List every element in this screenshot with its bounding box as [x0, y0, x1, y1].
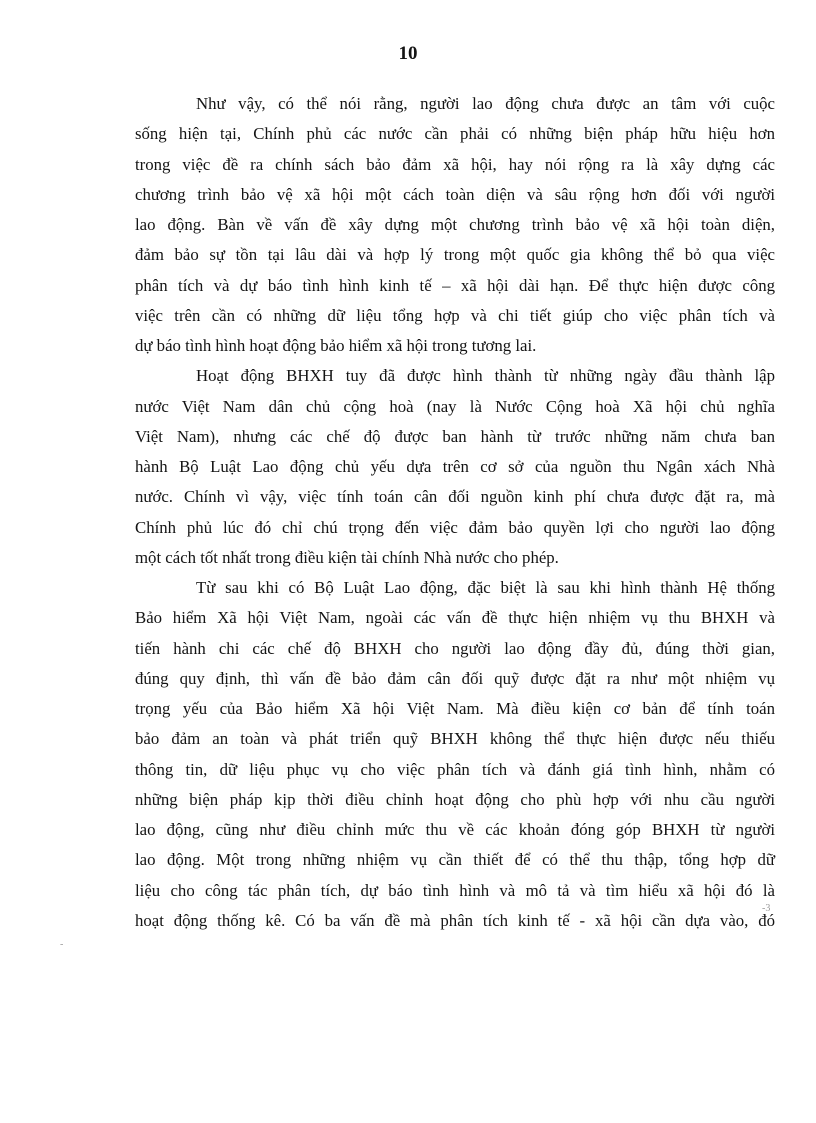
paragraph-2 — [135, 361, 775, 573]
margin-mark: - — [60, 939, 64, 950]
text-line: chương trình bảo vệ xã hội một cách toàn diện và sâu rộng hơn đối với người — [135, 184, 775, 204]
text-line: việc trên cần có những dữ liệu tổng hợp và chi tiết giúp cho việc phân tích và — [135, 305, 775, 325]
text-line: Từ sau khi có Bộ Luật Lao động, đặc biệt là sau khi hình thành Hệ thống — [196, 578, 775, 597]
text-line: tiến hành chi các chế độ BHXH cho người lao động đầy đủ, đúng thời gian, — [135, 638, 775, 658]
text-line: phân tích và dự báo tình hình kinh tế – xã hội dài hạn. Để thực hiện được công — [135, 275, 775, 295]
text-line: thông tin, dữ liệu phục vụ cho việc phân tích và đánh giá tình hình, nhằm có — [135, 759, 775, 779]
text-line: hành Bộ Luật Lao động chủ yếu dựa trên cơ sở của nguồn thu Ngân xách Nhà — [135, 457, 775, 476]
text-line: Hoạt động BHXH tuy đã được hình thành từ những ngày đầu thành lập — [196, 366, 775, 386]
text-line: đảm bảo sự tồn tại lâu dài và hợp lý trong một quốc gia không thể bỏ qua việc — [135, 245, 775, 265]
text-line: Chính phủ lúc đó chỉ chú trọng đến việc đảm bảo quyền lợi cho người lao động — [135, 517, 775, 537]
paragraph-1 — [135, 89, 775, 361]
text-line: những biện pháp kịp thời điều chỉnh hoạt động cho phù hợp với nhu cầu người — [135, 789, 775, 809]
text-line: liệu cho công tác phân tích, dự báo tình hình và mô tả và tìm hiểu xã hội đó là — [135, 880, 775, 900]
body-text — [135, 89, 775, 936]
text-line: lao động, cũng như điều chỉnh mức thu về các khoản đóng góp BHXH từ người — [135, 820, 775, 839]
text-line: trong việc đề ra chính sách bảo đảm xã hội, hay nói rộng ra là xây dựng các — [135, 154, 775, 174]
text-line: sống hiện tại, Chính phủ các nước cần phải có những biện pháp hữu hiệu hơn — [135, 124, 775, 144]
text-line: nước. Chính vì vậy, việc tính toán cân đối nguồn kinh phí chưa được đặt ra, mà — [135, 487, 775, 507]
text-line: nước Việt Nam dân chủ cộng hoà (nay là Nước Cộng hoà Xã hội chủ nghĩa — [135, 396, 775, 416]
text-line: đúng quy định, thì vấn đề bảo đảm cân đối quỹ được đặt ra như một nhiệm vụ — [135, 668, 775, 688]
text-line: bảo đảm an toàn và phát triển quỹ BHXH không thể thực hiện được nếu thiếu — [135, 729, 775, 749]
text-line: lao động. Một trong những nhiệm vụ cần thiết để có thể thu thập, tổng hợp dữ — [135, 850, 775, 870]
text-line: Như vậy, có thể nói rằng, người lao động chưa được an tâm với cuộc — [196, 94, 775, 113]
text-line: dự báo tình hình hoạt động bảo hiểm xã hội trong tương lai. — [135, 336, 537, 355]
text-line: trọng yếu của Bảo hiểm Xã hội Việt Nam. Mà điều kiện cơ bản để tính toán — [135, 699, 775, 718]
page-number: 10 — [398, 43, 418, 64]
text-line: Việt Nam), nhưng các chế độ được ban hành từ trước những năm chưa ban — [135, 426, 775, 446]
text-line: một cách tốt nhất trong điều kiện tài chính Nhà nước cho phép. — [135, 547, 559, 567]
text-line: lao động. Bàn về vấn đề xây dựng một chương trình bảo vệ xã hội toàn diện, — [135, 215, 775, 234]
margin-mark: -3 — [762, 903, 771, 914]
text-line: Bảo hiểm Xã hội Việt Nam, ngoài các vấn đề thực hiện nhiệm vụ thu BHXH và — [135, 608, 775, 628]
text-line: hoạt động thống kê. Có ba vấn đề mà phân tích kinh tế - xã hội cần dựa vào, đó — [135, 910, 775, 930]
paragraph-3 — [135, 573, 775, 936]
